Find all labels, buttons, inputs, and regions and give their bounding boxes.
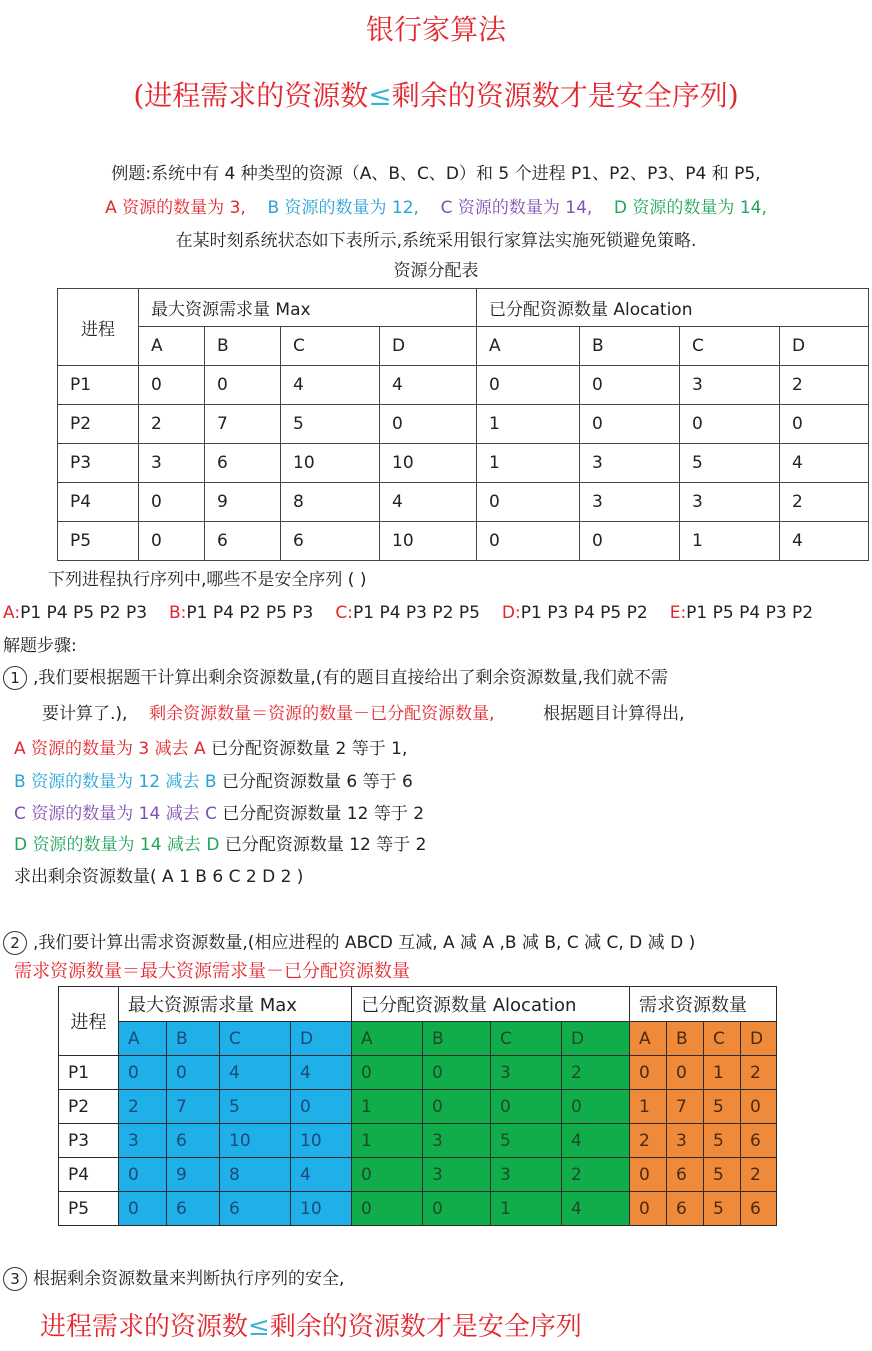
resource-a: A 资源的数量为 3, (105, 198, 246, 218)
max-cell: 0 (139, 366, 205, 405)
alloc-cell: 0 (680, 405, 780, 444)
option-key: B: (169, 603, 187, 623)
alloc-cell: 0 (580, 366, 680, 405)
step1-text: ,我们要根据题干计算出剩余资源数量,(有的题目直接给出了剩余资源数量,我们就不需 (33, 668, 668, 688)
alloc-col-header: A (477, 327, 580, 366)
alloc-cell: 0 (477, 522, 580, 561)
option-key: E: (669, 603, 687, 623)
max-cell: 10 (281, 444, 380, 483)
need-cell: 6 (667, 1158, 704, 1192)
max-cell: 0 (119, 1192, 167, 1226)
alloc-cell: 1 (491, 1192, 562, 1226)
conclusion-lte-symbol: ≤ (248, 1312, 270, 1342)
remaining-result: 求出剩余资源数量( A 1 B 6 C 2 D 2 ) (14, 867, 304, 887)
alloc-col-header: D (562, 1022, 630, 1056)
intro-resources (0, 196, 872, 220)
max-cell: 4 (380, 483, 477, 522)
step2-line-1 (3, 931, 695, 955)
alloc-cell: 4 (562, 1192, 630, 1226)
option-key: C: (335, 603, 353, 623)
intro-line-3: 在某时刻系统状态如下表所示,系统采用银行家算法实施死锁避免策略. (175, 231, 697, 251)
process-cell: P4 (59, 1158, 119, 1192)
max-cell: 10 (220, 1124, 291, 1158)
need-cell: 0 (630, 1158, 667, 1192)
max-cell: 0 (119, 1056, 167, 1090)
calc-d (14, 833, 427, 857)
option-sequence: P1 P4 P5 P2 P3 (20, 603, 148, 623)
calc-a (14, 737, 407, 761)
alloc-cell: 3 (580, 483, 680, 522)
step1-number-icon: 1 (3, 666, 27, 690)
calc-d-rest: 已分配资源数量 12 等于 2 (219, 835, 427, 855)
alloc-cell: 2 (780, 483, 869, 522)
step1-line-1 (3, 666, 668, 690)
conclusion (40, 1306, 582, 1343)
need-col-header: C (704, 1022, 741, 1056)
table-row (58, 483, 869, 522)
need-table (58, 986, 777, 1226)
max-cell: 6 (167, 1192, 220, 1226)
max-cell: 7 (205, 405, 281, 444)
max-cell: 8 (281, 483, 380, 522)
alloc-col-header: D (780, 327, 869, 366)
alloc-cell: 0 (580, 405, 680, 444)
table-row (59, 1192, 777, 1226)
alloc-cell: 3 (580, 444, 680, 483)
subtitle-part-2: 剩余的资源数才是安全序列) (391, 79, 739, 112)
table-row (59, 1124, 777, 1158)
intro-line-1: 例题:系统中有 4 种类型的资源（A、B、C、D）和 5 个进程 P1、P2、P3、P4 和 P5, (111, 164, 761, 184)
alloc-cell: 0 (423, 1056, 491, 1090)
conclusion-part-1: 进程需求的资源数 (40, 1312, 249, 1342)
conclusion-part-2: 剩余的资源数才是安全序列 (269, 1312, 582, 1342)
process-cell: P3 (59, 1124, 119, 1158)
alloc-cell: 0 (780, 405, 869, 444)
allocation-table (57, 288, 869, 561)
process-header-2: 进程 (59, 987, 119, 1056)
question-text: 下列进程执行序列中,哪些不是安全序列 ( ) (48, 570, 367, 590)
process-header: 进程 (58, 289, 139, 366)
need-cell: 3 (667, 1124, 704, 1158)
alloc-cell: 4 (780, 444, 869, 483)
max-cell: 0 (291, 1090, 352, 1124)
table-row (58, 444, 869, 483)
max-col-header: C (281, 327, 380, 366)
calc-c-rest: 已分配资源数量 12 等于 2 (217, 804, 425, 824)
option-key: A: (3, 603, 21, 623)
option-item (169, 603, 313, 623)
table-row (59, 1056, 777, 1090)
alloc-cell: 0 (477, 483, 580, 522)
alloc-cell: 0 (562, 1090, 630, 1124)
max-cell: 0 (167, 1056, 220, 1090)
alloc-cell: 1 (477, 444, 580, 483)
process-cell: P1 (59, 1056, 119, 1090)
alloc-col-header: B (580, 327, 680, 366)
need-col-header: B (667, 1022, 704, 1056)
alloc-cell: 0 (477, 366, 580, 405)
max-cell: 7 (167, 1090, 220, 1124)
alloc-col-header: C (680, 327, 780, 366)
max-cell: 2 (119, 1090, 167, 1124)
max-cell: 0 (119, 1158, 167, 1192)
alloc-cell: 2 (780, 366, 869, 405)
alloc-cell: 3 (491, 1158, 562, 1192)
alloc-cell: 3 (491, 1056, 562, 1090)
max-col-header: D (291, 1022, 352, 1056)
max-cell: 0 (139, 522, 205, 561)
alloc-col-header: C (491, 1022, 562, 1056)
alloc-header-2: 已分配资源数量 Alocation (352, 987, 630, 1022)
alloc-cell: 0 (491, 1090, 562, 1124)
alloc-cell: 4 (562, 1124, 630, 1158)
alloc-col-header: A (352, 1022, 423, 1056)
max-cell: 6 (281, 522, 380, 561)
max-cell: 4 (220, 1056, 291, 1090)
option-item (502, 603, 648, 623)
max-col-header: C (220, 1022, 291, 1056)
calc-c-colored: C 资源的数量为 14 减去 C (14, 804, 217, 824)
calc-b (14, 770, 413, 794)
need-col-header: A (630, 1022, 667, 1056)
resource-b: B 资源的数量为 12, (267, 198, 419, 218)
step3-text: 根据剩余资源数量来判断执行序列的安全, (33, 1269, 345, 1289)
max-cell: 10 (291, 1192, 352, 1226)
max-cell: 0 (139, 483, 205, 522)
max-cell: 10 (291, 1124, 352, 1158)
alloc-cell: 1 (680, 522, 780, 561)
option-item (335, 603, 480, 623)
step1-text-a: 要计算了.), (42, 704, 128, 724)
option-item (670, 603, 813, 623)
need-cell: 5 (704, 1192, 741, 1226)
need-formula: 需求资源数量＝最大资源需求量－已分配资源数量 (14, 961, 410, 982)
need-cell: 6 (741, 1192, 777, 1226)
calc-a-colored: A 资源的数量为 3 减去 A (14, 739, 206, 759)
max-header: 最大资源需求量 Max (139, 289, 477, 327)
alloc-cell: 2 (562, 1158, 630, 1192)
max-cell: 4 (380, 366, 477, 405)
page-subtitle (0, 74, 872, 114)
alloc-cell: 0 (352, 1192, 423, 1226)
alloc-cell: 5 (491, 1124, 562, 1158)
page-title: 银行家算法 (365, 13, 506, 46)
process-cell: P5 (58, 522, 139, 561)
need-col-header: D (741, 1022, 777, 1056)
max-cell: 5 (220, 1090, 291, 1124)
table-row (58, 366, 869, 405)
max-cell: 5 (281, 405, 380, 444)
alloc-cell: 3 (423, 1124, 491, 1158)
option-item (3, 603, 147, 623)
need-cell: 0 (667, 1056, 704, 1090)
alloc-cell: 3 (680, 366, 780, 405)
calc-a-rest: 已分配资源数量 2 等于 1, (205, 739, 408, 759)
max-col-header: B (205, 327, 281, 366)
need-cell: 5 (704, 1090, 741, 1124)
alloc-cell: 1 (477, 405, 580, 444)
table-caption: 资源分配表 (393, 261, 479, 281)
step2-number-icon: 2 (3, 931, 27, 955)
alloc-cell: 4 (780, 522, 869, 561)
max-col-header: A (119, 1022, 167, 1056)
need-cell: 5 (704, 1158, 741, 1192)
calc-d-colored: D 资源的数量为 14 减去 D (14, 835, 220, 855)
resource-c: C 资源的数量为 14, (440, 198, 593, 218)
alloc-cell: 3 (680, 483, 780, 522)
max-cell: 6 (167, 1124, 220, 1158)
need-cell: 2 (741, 1056, 777, 1090)
need-header: 需求资源数量 (630, 987, 777, 1022)
need-cell: 6 (667, 1192, 704, 1226)
max-cell: 8 (220, 1158, 291, 1192)
alloc-cell: 3 (423, 1158, 491, 1192)
max-col-header: D (380, 327, 477, 366)
process-cell: P1 (58, 366, 139, 405)
option-sequence: P1 P5 P4 P3 P2 (686, 603, 814, 623)
table-row (59, 1090, 777, 1124)
need-cell: 1 (704, 1056, 741, 1090)
step2-text: ,我们要计算出需求资源数量,(相应进程的 ABCD 互减, A 减 A ,B 减 B, C 减 C, D 减 D ) (33, 933, 696, 953)
step1-text-c: 根据题目计算得出, (543, 704, 685, 724)
option-sequence: P1 P4 P2 P5 P3 (186, 603, 314, 623)
need-cell: 5 (704, 1124, 741, 1158)
option-key: D: (501, 603, 521, 623)
calc-b-rest: 已分配资源数量 6 等于 6 (216, 772, 413, 792)
alloc-cell: 2 (562, 1056, 630, 1090)
need-cell: 7 (667, 1090, 704, 1124)
need-cell: 0 (630, 1192, 667, 1226)
max-cell: 10 (380, 522, 477, 561)
answer-options (3, 601, 835, 625)
max-cell: 9 (205, 483, 281, 522)
step3-line-1 (3, 1267, 344, 1291)
alloc-cell: 1 (352, 1090, 423, 1124)
alloc-cell: 5 (680, 444, 780, 483)
alloc-cell: 0 (423, 1090, 491, 1124)
subtitle-part-1: (进程需求的资源数 (133, 79, 369, 112)
max-header-2: 最大资源需求量 Max (119, 987, 352, 1022)
process-cell: P2 (59, 1090, 119, 1124)
alloc-cell: 0 (352, 1158, 423, 1192)
max-cell: 4 (281, 366, 380, 405)
max-col-header: A (139, 327, 205, 366)
process-cell: P3 (58, 444, 139, 483)
calc-b-colored: B 资源的数量为 12 减去 B (14, 772, 217, 792)
table-row (58, 405, 869, 444)
max-cell: 4 (291, 1158, 352, 1192)
step1-line-2 (42, 702, 685, 726)
need-cell: 0 (630, 1056, 667, 1090)
calc-c (14, 802, 424, 826)
max-cell: 3 (139, 444, 205, 483)
alloc-cell: 0 (352, 1056, 423, 1090)
max-cell: 6 (205, 522, 281, 561)
max-cell: 10 (380, 444, 477, 483)
resource-d: D 资源的数量为 14, (613, 198, 767, 218)
need-cell: 0 (741, 1090, 777, 1124)
max-cell: 3 (119, 1124, 167, 1158)
alloc-col-header: B (423, 1022, 491, 1056)
max-cell: 0 (380, 405, 477, 444)
option-sequence: P1 P4 P3 P2 P5 (352, 603, 480, 623)
table-row (58, 522, 869, 561)
max-cell: 6 (205, 444, 281, 483)
max-cell: 4 (291, 1056, 352, 1090)
alloc-header: 已分配资源数量 Alocation (477, 289, 869, 327)
process-cell: P2 (58, 405, 139, 444)
need-cell: 2 (741, 1158, 777, 1192)
need-cell: 6 (741, 1124, 777, 1158)
remaining-formula: 剩余资源数量＝资源的数量－已分配资源数量, (149, 704, 495, 724)
need-cell: 2 (630, 1124, 667, 1158)
steps-label: 解题步骤: (3, 636, 77, 656)
max-cell: 2 (139, 405, 205, 444)
max-cell: 9 (167, 1158, 220, 1192)
need-cell: 1 (630, 1090, 667, 1124)
alloc-cell: 0 (423, 1192, 491, 1226)
lte-symbol: ≤ (368, 79, 392, 112)
process-cell: P5 (59, 1192, 119, 1226)
max-cell: 0 (205, 366, 281, 405)
table-row (59, 1158, 777, 1192)
alloc-cell: 0 (580, 522, 680, 561)
max-cell: 6 (220, 1192, 291, 1226)
process-cell: P4 (58, 483, 139, 522)
option-sequence: P1 P3 P4 P5 P2 (520, 603, 648, 623)
alloc-cell: 1 (352, 1124, 423, 1158)
step3-number-icon: 3 (3, 1267, 27, 1291)
max-col-header: B (167, 1022, 220, 1056)
